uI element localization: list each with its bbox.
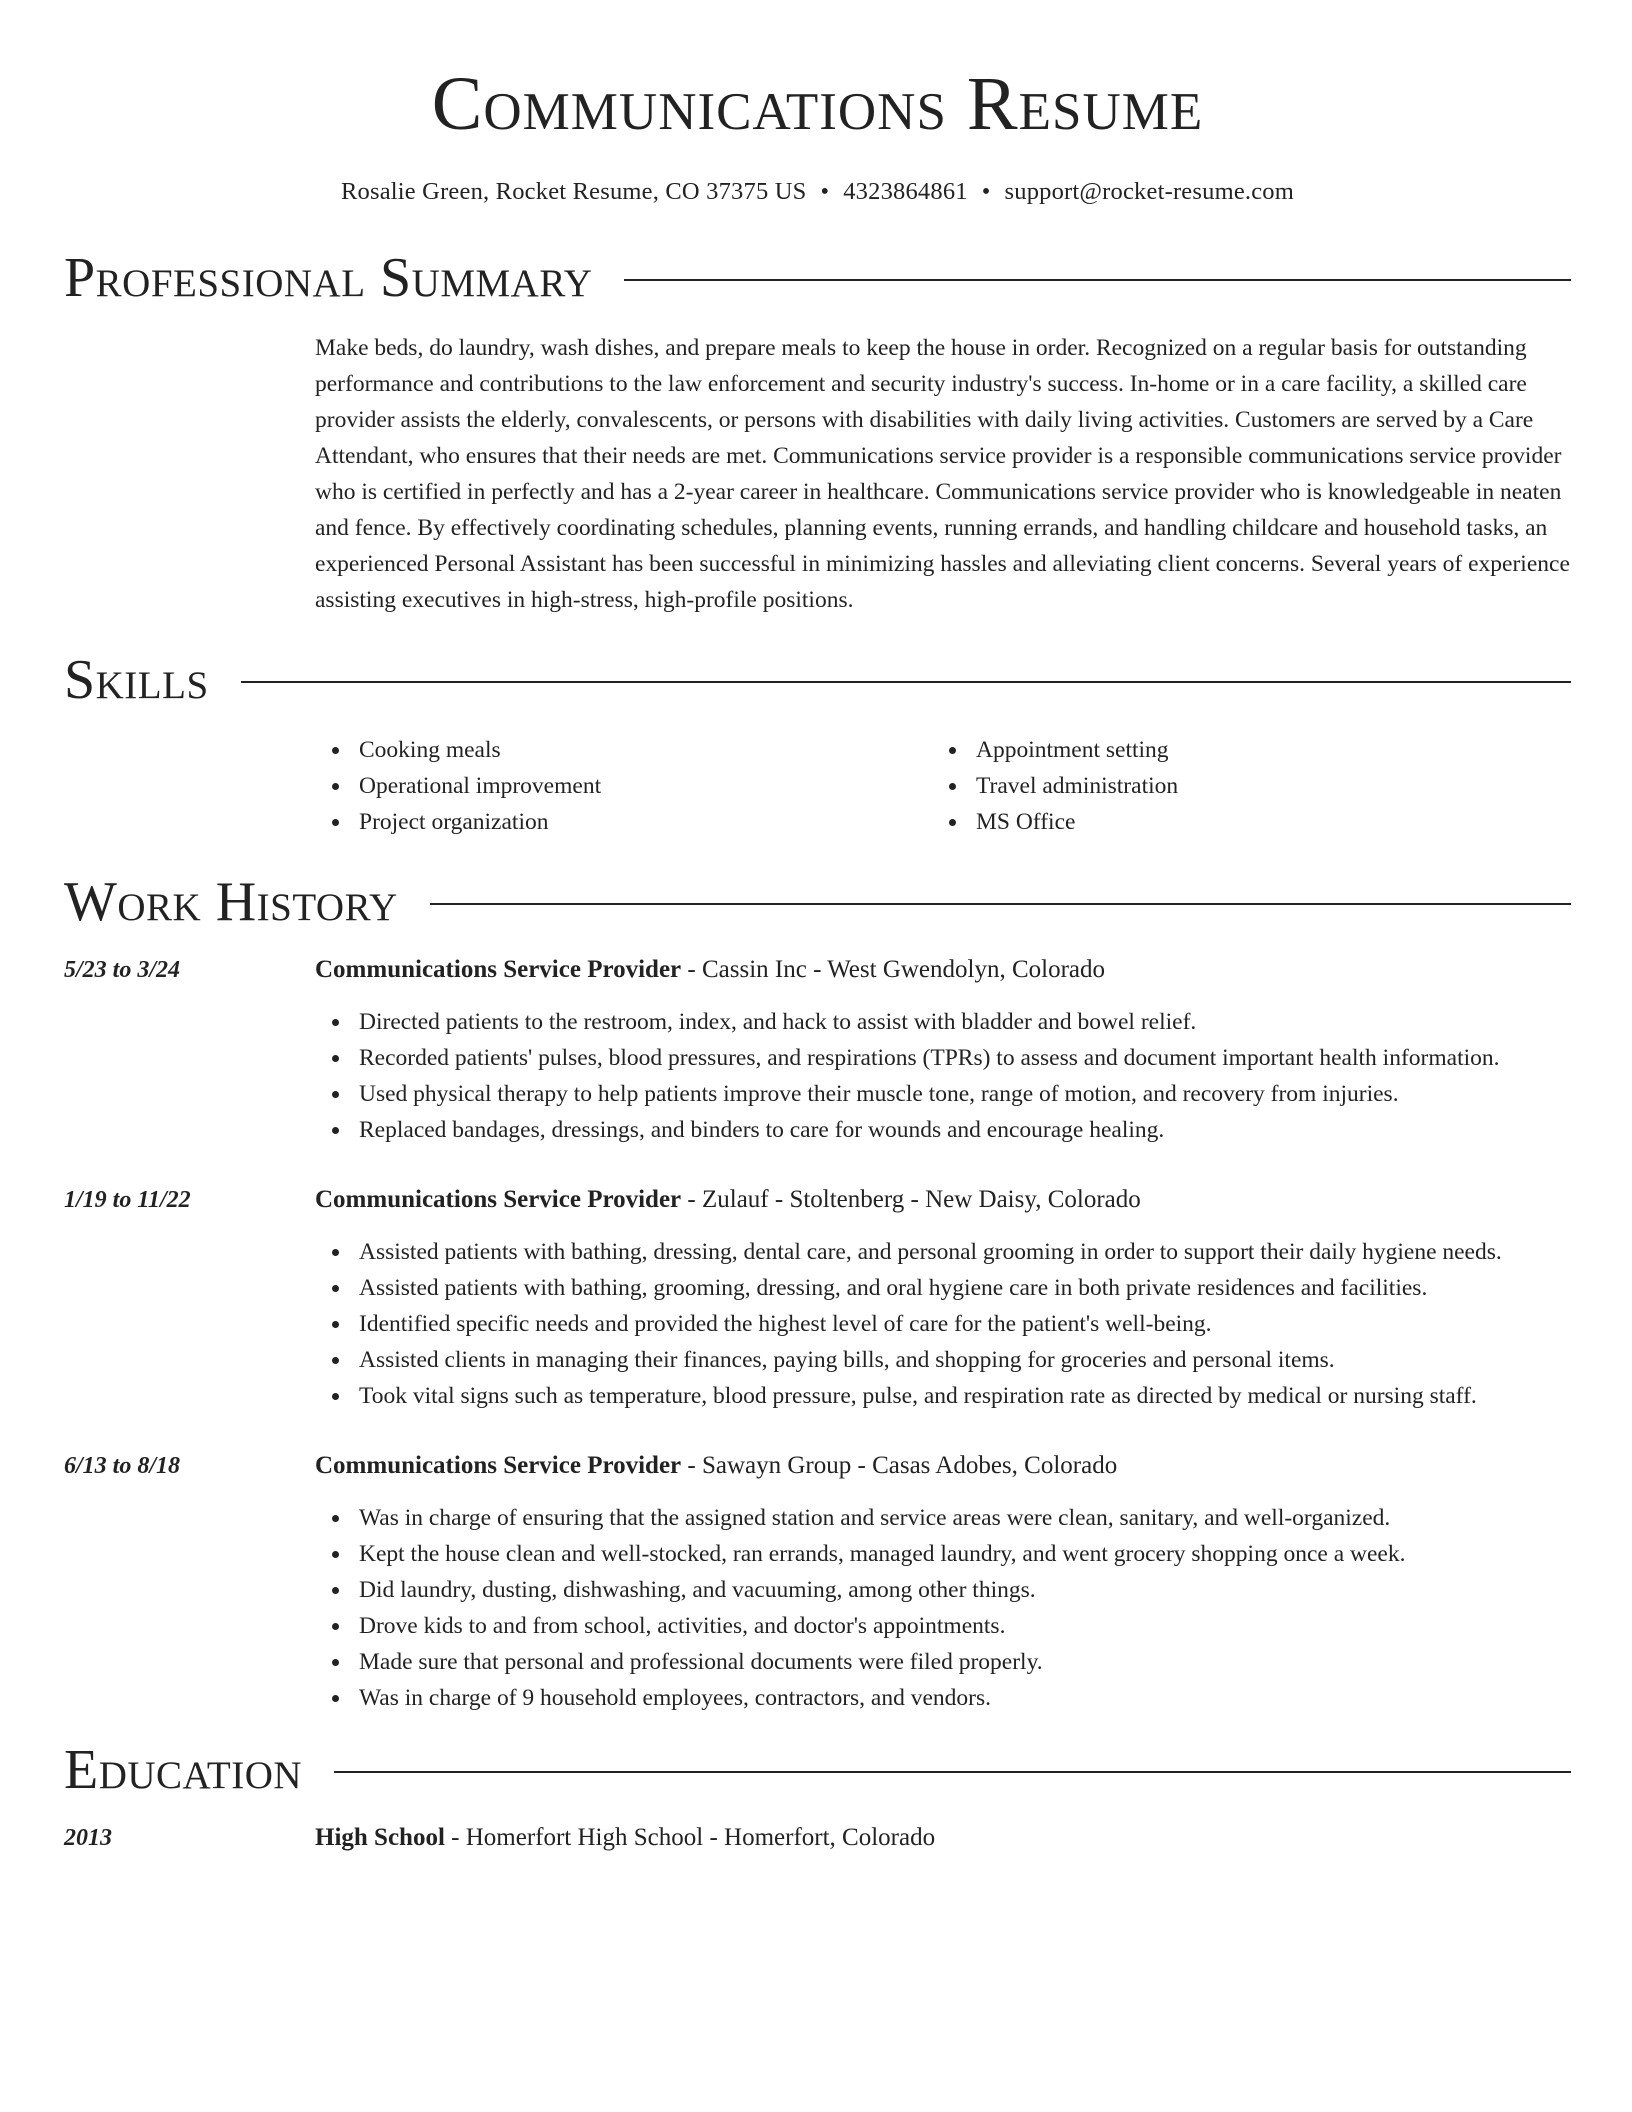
job-entry: [64, 952, 1571, 1148]
job-bullet: Used physical therapy to help patients improve their muscle tone, range of motion, and recovery from injuries.: [315, 1076, 1571, 1112]
job-bullet: Took vital signs such as temperature, blood pressure, pulse, and respiration rate as directed by medical or nursing staff.: [315, 1378, 1571, 1414]
job-bullet: Assisted patients with bathing, dressing, dental care, and personal grooming in order to support their daily hygiene needs.: [315, 1234, 1571, 1270]
education-year: 2013: [64, 1825, 112, 1851]
summary-text: Make beds, do laundry, wash dishes, and prepare meals to keep the house in order. Recognized on a regular basis for outstanding performance and contributions to the law enforcement and security industry's success. In-home or in a care facility, a skilled care provider assists the elderly, convalescents, or persons with disabilities with daily living activities. Customers are served by a Care Attendant, who ensures that their needs are met. Communications service provider is a responsible communications service provider who is certified in perfectly and has a 2-year career in healthcare. Communications service provider who is knowledgeable in neaten and fence. By effectively coordinating schedules, planning events, running errands, and handling childcare and household tasks, an experienced Personal Assistant has been successful in minimizing hassles and alleviating client concerns. Several years of experience assisting executives in high-stress, high-profile positions.: [315, 335, 1570, 613]
education-degree: High School: [315, 1824, 445, 1851]
work-section-header: [64, 871, 1571, 933]
contact-line: [64, 178, 1571, 206]
section-divider: [430, 903, 1571, 905]
summary-heading: Professional Summary: [64, 247, 593, 309]
education-entry: [64, 1820, 1571, 1856]
skills-column-right: [932, 732, 1549, 840]
contact-separator: •: [820, 178, 830, 205]
job-bullet: Recorded patients' pulses, blood pressures, and respirations (TPRs) to assess and document important health information.: [315, 1040, 1571, 1076]
skills-column-left: [315, 732, 932, 840]
skill-item: MS Office: [932, 804, 1549, 840]
job-body: [315, 952, 1571, 1148]
skill-item: Operational improvement: [315, 768, 932, 804]
skill-item: Project organization: [315, 804, 932, 840]
job-details: - Zulauf - Stoltenberg - New Daisy, Colorado: [681, 1186, 1141, 1213]
education-details: - Homerfort High School - Homerfort, Colorado: [444, 1824, 936, 1851]
job-dates: 6/13 to 8/18: [64, 1453, 181, 1479]
job-bullet: Assisted patients with bathing, grooming, dressing, and oral hygiene care in both private residences and facilities.: [315, 1270, 1571, 1306]
skill-item: Travel administration: [932, 768, 1549, 804]
education-heading: Education: [64, 1739, 303, 1801]
job-entry: [64, 1182, 1571, 1414]
education-section-header: [64, 1739, 1571, 1801]
skills-list: [315, 732, 1571, 840]
job-details: - Sawayn Group - Casas Adobes, Colorado: [681, 1452, 1118, 1479]
job-bullet: Identified specific needs and provided the highest level of care for the patient's well-being.: [315, 1306, 1571, 1342]
job-role: Communications Service Provider: [315, 1452, 682, 1479]
job-bullet: Was in charge of 9 household employees, contractors, and vendors.: [315, 1680, 1571, 1716]
job-bullet: Was in charge of ensuring that the assigned station and service areas were clean, sanitary, and well-organized.: [315, 1500, 1571, 1536]
contact-separator: •: [981, 178, 991, 205]
education-body: [315, 1820, 1571, 1856]
job-bullet: Directed patients to the restroom, index, and hack to assist with bladder and bowel relief.: [315, 1004, 1571, 1040]
skill-item: Cooking meals: [315, 732, 932, 768]
job-title-line: [315, 952, 1571, 988]
job-bullet: Replaced bandages, dressings, and binders to care for wounds and encourage healing.: [315, 1112, 1571, 1148]
job-bullet: Did laundry, dusting, dishwashing, and vacuuming, among other things.: [315, 1572, 1571, 1608]
job-bullets: [315, 1234, 1571, 1414]
job-bullet: Made sure that personal and professional documents were filed properly.: [315, 1644, 1571, 1680]
job-entry: [64, 1448, 1571, 1716]
job-title-line: [315, 1448, 1571, 1484]
document-title: Communications Resume: [431, 62, 1204, 146]
job-role: Communications Service Provider: [315, 1186, 682, 1213]
job-body: [315, 1182, 1571, 1414]
job-dates: 5/23 to 3/24: [64, 957, 181, 983]
contact-address: Rosalie Green, Rocket Resume, CO 37375 US: [340, 178, 807, 205]
section-divider: [241, 681, 1571, 683]
job-dates: 1/19 to 11/22: [64, 1187, 191, 1213]
resume-page: [64, 0, 1571, 1856]
job-bullet: Kept the house clean and well-stocked, ran errands, managed laundry, and went grocery shopping once a week.: [315, 1536, 1571, 1572]
job-role: Communications Service Provider: [315, 956, 682, 983]
contact-phone: 4323864861: [843, 178, 968, 205]
job-body: [315, 1448, 1571, 1716]
job-bullet: Drove kids to and from school, activities, and doctor's appointments.: [315, 1608, 1571, 1644]
skills-heading: Skills: [64, 649, 209, 711]
education-title-line: [315, 1820, 1571, 1856]
job-bullets: [315, 1004, 1571, 1148]
skill-item: Appointment setting: [932, 732, 1549, 768]
section-divider: [334, 1771, 1571, 1773]
job-details: - Cassin Inc - West Gwendolyn, Colorado: [681, 956, 1106, 983]
job-bullet: Assisted clients in managing their finances, paying bills, and shopping for groceries and personal items.: [315, 1342, 1571, 1378]
section-divider: [624, 279, 1571, 281]
contact-email: support@rocket-resume.com: [1004, 178, 1295, 205]
job-bullets: [315, 1500, 1571, 1716]
summary-section-header: [64, 247, 1571, 309]
skills-section-header: [64, 649, 1571, 711]
work-heading: Work History: [64, 871, 398, 933]
job-title-line: [315, 1182, 1571, 1218]
